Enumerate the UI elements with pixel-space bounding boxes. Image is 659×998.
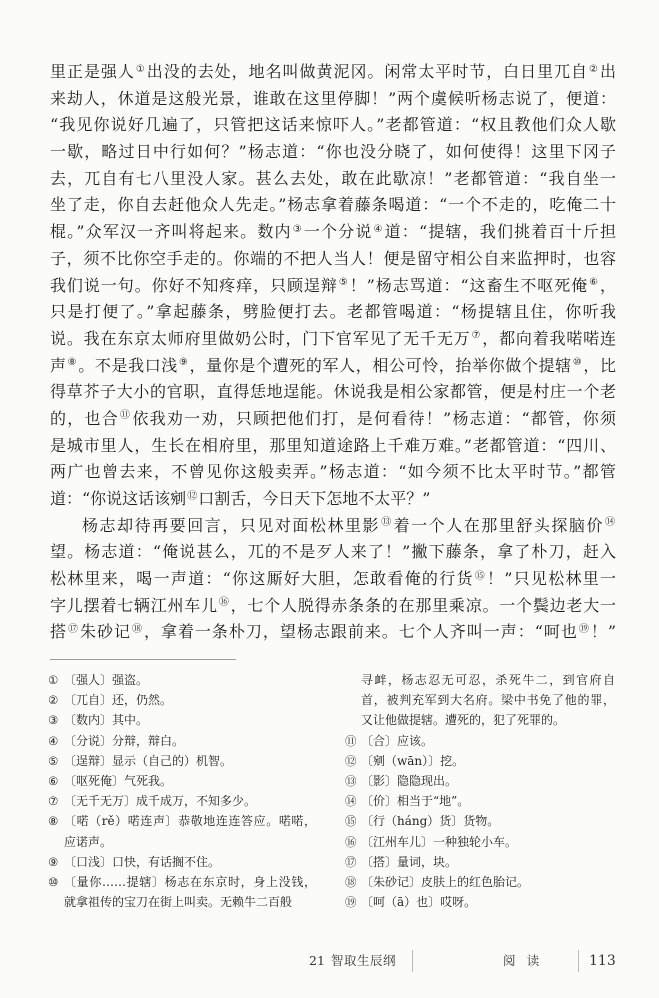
footnote-text [64,731,316,751]
lesson-title: 智取生辰纲 [331,953,397,968]
footnote-text [361,872,615,892]
footnote-marker: ⑯ [218,597,230,609]
footnote-text [361,731,615,751]
text-line: 里正是强人①出没的去处，地名叫做黄泥冈。闲常太平时节，白日里兀自②出 [50,62,616,81]
footnote-item [48,670,316,690]
page-footer [0,950,659,972]
footnote-marker: ⑦ [471,330,482,342]
paragraph-1 [50,59,616,513]
footnote-line: 〔价〕相当于“地”。 [361,794,470,809]
text-line: 声⑧。不是我口浅⑨，量你是个遭死的军人，相公可怜，抬举你做个提辖⑩，比 [50,355,616,375]
footnote-number: ⑲ [345,895,357,910]
footnote-line: 〔喏（rě）喏连声〕恭敬地连连答应。喏喏， [64,814,316,829]
text-line: 的，也合⑪依我劝一劝，只顾把他们打，是何看待！”杨志道：“都管，你须 [50,408,616,428]
footnote-marker: ⑩ [572,357,583,369]
text-line: 坐了走，你自去赶他众人先走。”杨志拿着藤条喝道：“一个不走的，吃俺二十 [50,195,616,215]
footnote-text [361,832,615,852]
text-line: 只是打便了。”拿起藤条，劈脸便打去。老都管喝道：“杨提辖且住，你听我 [50,302,616,322]
main-text [50,59,616,646]
footnote-number: ⑨ [48,854,59,869]
footnote-item [345,811,615,831]
footnote-number: ⑥ [48,773,59,788]
footnote-number: ⑦ [48,794,59,809]
footnote-line: 〔呕死俺〕气死我。 [64,773,173,788]
footnote-marker: ⑪ [120,410,132,422]
footnote-item [345,771,615,791]
footnote-item [345,751,615,771]
footnote-line: 〔合〕应该。 [361,733,434,748]
footnote-item [345,832,615,852]
footnote-marker: ⑭ [605,517,615,529]
footnote-line: 〔剜（wān）〕挖。 [361,753,465,768]
footnotes-right-column [345,670,615,912]
footnote-number: ⑰ [345,854,357,869]
footnote-item [345,731,615,751]
footnote-line: 〔呵（ā）也〕哎呀。 [361,895,477,910]
footnote-line: 〔行（háng）货〕货物。 [361,814,500,829]
footnote-marker: ⑰ [68,623,79,635]
footnote-line: 〔分说〕分辩，辩白。 [64,733,185,748]
footnote-text [64,791,316,811]
footnote-text [64,751,316,771]
footnote-marker: ② [589,63,599,75]
footnote-item [48,771,316,791]
text-line: 一歇，略过日中行如何？”杨志道：“你也没分晓了，如何使得！这里下冈子 [50,142,616,162]
footnote-text [64,771,316,791]
footnote-divider [50,659,236,660]
footnote-line: 寻衅，杨志忍无可忍，杀死牛二，到官府自 [361,673,615,687]
footnote-item [48,731,316,751]
footnote-number [345,670,361,690]
footnote-text [64,852,316,872]
footnote-number: ③ [48,713,59,728]
footnote-item [345,852,615,872]
footnote-number: ⑧ [48,814,59,829]
text-line: 棍。”众军汉一齐叫将起来。数内③一个分说④道：“提辖，我们挑着百十斤担 [50,222,616,242]
text-line: 我们说一句。你好不知疼痒，只顾逞辩⑤！”杨志骂道：“这畜生不呕死俺⑥， [50,275,616,295]
footnote-marker: ⑬ [381,517,393,529]
footnote-text [361,751,615,771]
footnote-item [345,872,615,892]
footnote-line: 首，被判充军到大名府。梁中书免了他的罪， [361,693,615,708]
footnote-marker: ① [135,63,146,75]
footnote-marker: ⑧ [67,357,78,369]
footnote-text [64,811,316,851]
footnote-line: 〔强人〕强盗。 [64,673,149,687]
footnote-marker: ⑱ [131,623,143,635]
footnote-marker: ⑨ [178,357,189,369]
text-line: 子，须不比你空手走的。你端的不把人当人！便是留守相公自来监押时，也容 [50,248,616,268]
footnote-marker: ⑫ [187,490,198,502]
footnote-text [361,670,615,731]
footnote-number: ④ [48,733,59,748]
footnote-item [48,690,316,710]
section-label: 阅读 [503,953,551,968]
footnote-line: 〔量你……提辖〕杨志在东京时，身上没钱， [64,874,316,889]
footnote-text [361,771,615,791]
footnote-number: ⑭ [345,794,357,809]
footer-divider [412,950,413,972]
footnote-number: ⑱ [345,874,357,889]
footnote-number: ① [48,673,59,687]
page-number: 113 [589,953,616,969]
text-line: 道：“你说这话该剜⑫口割舌，今日天下怎地不太平？” [50,489,431,508]
footnote-line: 又让他做提辖。遭死的，犯了死罪的。 [361,713,566,728]
footnote-text [64,710,316,730]
footnote-text [361,852,615,872]
footnote-line: 就拿祖传的宝刀在街上叫卖。无赖牛二百般 [64,895,293,910]
lesson-number: 21 [309,953,325,968]
text-line: 去，兀自有七八里没人家。甚么去处，敢在此歇凉！”老都管道：“我自坐一 [50,168,616,188]
text-line: 是城市里人，生长在相府里，那里知道途路上千难万难。”老都管道：“四川、 [50,435,616,455]
footnote-text [361,791,615,811]
footnote-item [345,892,615,912]
footnote-number: ⑫ [345,753,357,768]
footnote-line: 〔兀自〕还，仍然。 [64,693,173,708]
footnote-item [48,751,316,771]
footnote-line: 〔江州车儿〕一种独轮小车。 [361,834,518,849]
footnote-number: ⑤ [48,753,59,768]
footnote-line: 〔朱砂记〕皮肤上的红色胎记。 [361,874,530,889]
footnote-item [48,852,316,872]
footnote-item [345,670,615,731]
footnote-number: ⑮ [345,814,357,829]
footnote-line: 〔影〕隐隐现出。 [361,773,458,788]
footnote-number: ⑩ [48,874,59,889]
footnote-item [48,872,316,912]
footnote-line: 〔搭〕量词，块。 [361,854,458,869]
text-line: 松林里来，喝一声道：“你这厮好大胆，怎敢看俺的行货⑮！”只见松林里一 [50,569,616,589]
footnote-number: ② [48,693,59,708]
footnote-line: 〔数内〕其中。 [64,713,149,728]
footnote-text [64,690,316,710]
footnote-line: 〔口浅〕口快，有话搁不住。 [64,854,221,869]
text-line: 杨志却待再要回言，只见对面松林里影⑬着一个人在那里舒头探脑价⑭ [82,515,615,535]
footnote-marker: ⑲ [578,623,590,635]
text-line: “我见你说好几遍了，只管把这话来惊吓人。”老都管道：“权且教他们众人歇 [50,115,616,135]
footnote-text [361,892,615,912]
footer-divider [578,950,579,972]
footnote-number: ⑪ [345,733,357,748]
footnote-marker: ⑤ [338,277,349,288]
footnote-marker: ⑥ [589,277,599,288]
footnote-line: 〔逞辩〕显示（自己的）机智。 [64,753,233,768]
footnote-marker: ⑮ [474,570,486,582]
text-line: 说。我在东京太师府里做奶公时，门下官军见了无千无万⑦，都向着我喏喏连 [50,328,616,348]
text-line: 得草芥子大小的官职，直得恁地逞能。休说我是相公家都管，便是村庄一个老 [50,382,616,402]
footnote-item [345,791,615,811]
footnote-marker: ④ [373,223,384,235]
paragraph-2 [50,513,616,646]
footnote-marker: ③ [292,223,303,235]
text-line: 两广也曾去来，不曾见你这般卖弄。”杨志道：“如今须不比太平时节。”都管 [50,462,616,482]
footnote-item [48,791,316,811]
footnote-text [64,670,316,690]
text-line: 来劫人，休道是这般光景，谁敢在这里停脚！”两个虞候听杨志说了，便道： [50,88,616,108]
text-line: 字儿摆着七辆江州车儿⑯，七个人脱得赤条条的在那里乘凉。一个鬓边老大一 [50,595,616,615]
text-line: 搭⑰朱砂记⑱，拿着一条朴刀，望杨志跟前来。七个人齐叫一声：“呵也⑲！” [50,622,616,642]
footnote-item [48,710,316,730]
footnote-item [48,811,316,851]
footnote-text [64,872,316,912]
text-line: 望。杨志道：“俺说甚么，兀的不是歹人来了！”撇下藤条，拿了朴刀，赶入 [50,542,616,562]
footnotes-left-column [48,670,316,912]
footnote-text [361,811,615,831]
footnote-line: 〔无千无万〕成千成万，不知多少。 [64,794,257,809]
footnote-number: ⑬ [345,773,357,788]
footnote-line: 应诺声。 [64,834,113,849]
footnote-number: ⑯ [345,834,357,849]
